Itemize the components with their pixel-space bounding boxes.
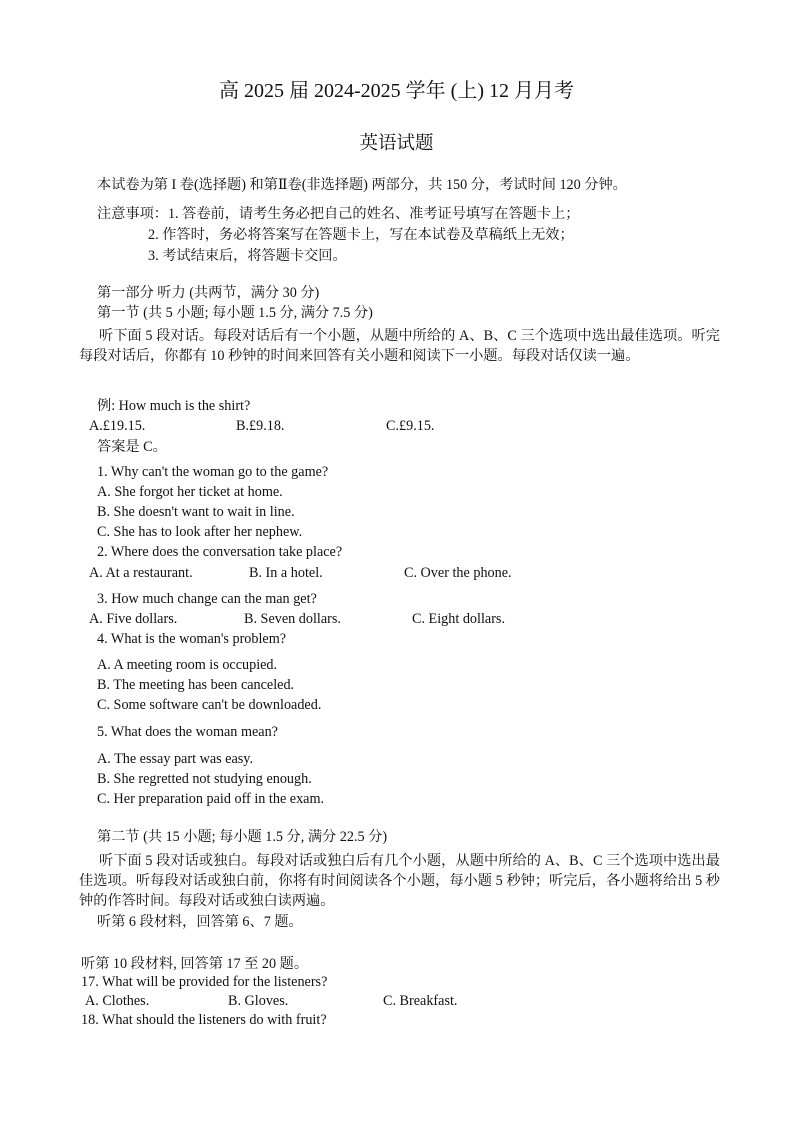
note-item-1: 1. 答卷前，请考生务必把自己的姓名、准考证号填写在答题卡上；: [167, 206, 580, 222]
example-question: 例: How much is the shirt?: [97, 398, 251, 414]
notes-label: 注意事项：: [97, 206, 168, 222]
material-10-note: 听第 10 段材料, 回答第 17 至 20 题。: [81, 956, 309, 972]
note-item-2: 2. 作答时，务必将答案写在答题卡上，写在本试卷及草稿纸上无效；: [148, 227, 574, 243]
example-answer: 答案是 C。: [97, 439, 167, 455]
q3-option-b: B. Seven dollars.: [244, 611, 341, 627]
q2-option-b: B. In a hotel.: [249, 565, 323, 581]
q1-option-a: A. She forgot her ticket at home.: [97, 484, 283, 500]
section2-instructions: 听下面 5 段对话或独白。每段对话或独白后有几个小题，从题中所给的 A、B、C 三个选项中选出最佳选项。听每段对话或独白前，你将有时间阅读各个小题，每小题 5 秒钟；听完后，各小题将给出 5 秒钟的作答时间。每段对话或独白读两遍。: [79, 853, 720, 910]
q18-stem: 18. What should the listeners do with fruit?: [81, 1012, 327, 1028]
q5-stem: 5. What does the woman mean?: [97, 724, 278, 740]
material-6-note: 听第 6 段材料，回答第 6、7 题。: [97, 914, 303, 930]
q5-option-c: C. Her preparation paid off in the exam.: [97, 791, 325, 807]
notes-block: [97, 205, 579, 223]
q17-stem: 17. What will be provided for the listeners?: [81, 974, 328, 990]
q1-option-b: B. She doesn't want to wait in line.: [97, 504, 295, 520]
q5-option-a: A. The essay part was easy.: [97, 751, 254, 767]
q2-option-c: C. Over the phone.: [404, 565, 512, 581]
example-option-a: A.£19.15.: [89, 418, 146, 434]
note-item-3: 3. 考试结束后，将答题卡交回。: [148, 248, 347, 264]
q5-option-b: B. She regretted not studying enough.: [97, 771, 312, 787]
example-option-b: B.£9.18.: [236, 418, 285, 434]
example-option-c: C.£9.15.: [386, 418, 435, 434]
q4-option-a: A. A meeting room is occupied.: [97, 657, 278, 673]
q2-option-a: A. At a restaurant.: [89, 565, 193, 581]
q17-option-a: A. Clothes.: [85, 993, 150, 1009]
q4-stem: 4. What is the woman's problem?: [97, 631, 287, 647]
part1-title: 第一部分 听力 (共两节，满分 30 分): [97, 285, 320, 301]
exam-title: 高 2025 届 2024-2025 学年 (上) 12 月月考: [219, 80, 574, 102]
q3-option-c: C. Eight dollars.: [412, 611, 506, 627]
q4-option-c: C. Some software can't be downloaded.: [97, 697, 322, 713]
exam-subtitle: 英语试题: [359, 134, 434, 154]
q3-stem: 3. How much change can the man get?: [97, 591, 317, 607]
section1-title: 第一节 (共 5 小题; 每小题 1.5 分, 满分 7.5 分): [97, 305, 373, 321]
q17-option-c: C. Breakfast.: [383, 993, 458, 1009]
section1-instructions: 听下面 5 段对话。每段对话后有一个小题，从题中所给的 A、B、C 三个选项中选出最佳选项。听完每段对话后，你都有 10 秒钟的时间来回答有关小题和阅读下一小题。每段对话仅读一遍。: [79, 328, 720, 365]
q1-option-c: C. She has to look after her nephew.: [97, 524, 303, 540]
q17-option-b: B. Gloves.: [228, 993, 289, 1009]
q4-option-b: B. The meeting has been canceled.: [97, 677, 295, 693]
section2-title: 第二节 (共 15 小题; 每小题 1.5 分, 满分 22.5 分): [97, 829, 388, 845]
intro-text: 本试卷为第 I 卷(选择题) 和第Ⅱ卷(非选择题) 两部分，共 150 分，考试时间 120 分钟。: [97, 177, 627, 193]
q1-stem: 1. Why can't the woman go to the game?: [97, 464, 329, 480]
q3-option-a: A. Five dollars.: [89, 611, 178, 627]
q2-stem: 2. Where does the conversation take place?: [97, 544, 343, 560]
